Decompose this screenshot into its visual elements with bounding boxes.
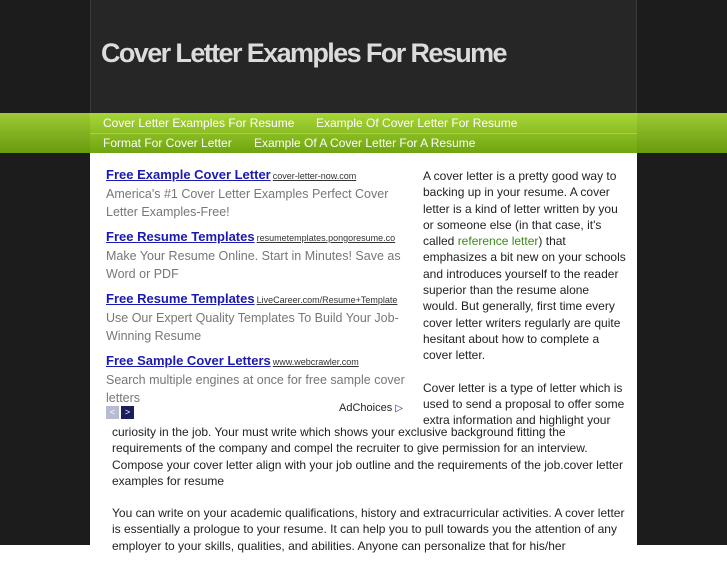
ad-unit[interactable]: [106, 165, 406, 221]
ad-title[interactable]: Free Example Cover Letter: [106, 167, 271, 182]
ad-description: America's #1 Cover Letter Examples Perfect Cover Letter Examples-Free!: [106, 187, 389, 219]
nav-item-cover-letter-examples[interactable]: Cover Letter Examples For Resume: [103, 116, 295, 130]
adchoices-link[interactable]: [339, 402, 403, 414]
ad-description: Make Your Resume Online. Start in Minutes! Save as Word or PDF: [106, 249, 401, 281]
ad-prev-button[interactable]: <: [106, 406, 119, 419]
article-text: A cover letter is a pretty good way to backing up in your resume. A cover letter is a kind of letter written by you or someone else (in that case, it's called: [423, 169, 618, 249]
article-paragraph: curiosity in the job. Your must write which shows your exclusive background fitting the requirements of the company and compel the recruiter to give permission for an interview. Compose your cover letter align with your job outline and the requirements of the job.cover letter examples for resume: [112, 425, 623, 488]
article-paragraph: [423, 168, 627, 364]
ad-next-button[interactable]: >: [121, 406, 134, 419]
ad-title[interactable]: Free Resume Templates: [106, 291, 255, 306]
nav-item-example-resume-cover-letter[interactable]: Example Of A Cover Letter For A Resume: [254, 136, 476, 150]
ad-unit[interactable]: [106, 289, 406, 345]
article-body: [112, 424, 627, 570]
article-paragraph: Cover letter is a type of letter which is used to send a proposal to offer some extra information and highlight your: [423, 380, 625, 428]
main-content: [90, 153, 637, 553]
nav-side-left: [0, 113, 90, 153]
ad-url[interactable]: www.webcrawler.com: [272, 357, 359, 367]
nav-item-format-cover-letter[interactable]: Format For Cover Letter: [103, 136, 232, 150]
article-column: [423, 168, 627, 444]
nav-item-example-cover-letter[interactable]: Example Of Cover Letter For Resume: [316, 116, 518, 130]
right-margin: [637, 153, 727, 545]
ad-description: Search multiple engines at once for free sample cover letters: [106, 373, 405, 405]
ad-block: [106, 165, 406, 413]
nav-divider: [90, 133, 637, 134]
reference-letter-link[interactable]: reference letter: [457, 234, 539, 249]
article-paragraph: You can write on your academic qualifications, history and extracurricular activities. A cover letter is essentially a prologue to your resume. It can help you to pull towards you the attention of any employer to your skills, qualities, and abilities. Anyone can personalize that for his/her: [112, 506, 625, 553]
left-margin: [0, 153, 90, 545]
ad-url[interactable]: cover-letter-now.com: [272, 171, 357, 181]
ad-pager: [106, 402, 136, 420]
site-title[interactable]: Cover Letter Examples For Resume: [101, 38, 506, 68]
ad-url[interactable]: resumetemplates.pongoresume.co: [256, 233, 396, 243]
ad-description: Use Our Expert Quality Templates To Build Your Job-Winning Resume: [106, 311, 399, 343]
ad-title[interactable]: Free Resume Templates: [106, 229, 255, 244]
ad-unit[interactable]: [106, 351, 406, 407]
article-text: ) that emphasizes a bit new on your schools and introduces yourself to the reader superior than the resume alone would. But generally, first time every cover letter writers regularly are quite hesitant about how to complete a cover letter.: [423, 234, 626, 363]
adchoices-icon: ▷: [395, 403, 403, 414]
nav-side-right: [637, 113, 727, 153]
ad-title[interactable]: Free Sample Cover Letters: [106, 353, 271, 368]
ad-url[interactable]: LiveCareer.com/Resume+Template: [256, 295, 398, 305]
adchoices-label: AdChoices: [339, 402, 393, 414]
ad-unit[interactable]: [106, 227, 406, 283]
